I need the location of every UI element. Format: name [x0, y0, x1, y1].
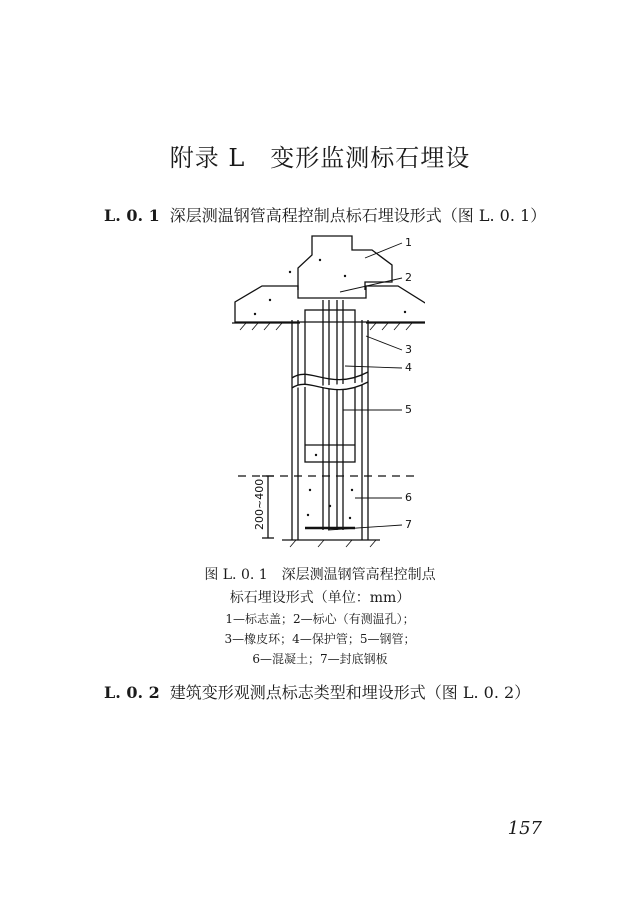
page-number: 157 [507, 818, 542, 839]
section-number: L. 0. 1 [104, 206, 160, 225]
callout-7: 7 [405, 518, 412, 531]
lid-shape [298, 236, 392, 290]
section-l-0-1 [104, 203, 546, 226]
section-number: L. 0. 2 [104, 683, 160, 702]
section-text: 建筑变形观测点标志类型和埋设形式（图 L. 0. 2） [169, 683, 531, 702]
page-title: 附录 L 变形监测标石埋设 [169, 144, 471, 172]
callout-4: 4 [405, 361, 412, 374]
callout-5: 5 [405, 403, 412, 416]
callout-6: 6 [405, 491, 412, 504]
figure-legend-line3: 6—混凝土；7—封底钢板 [252, 652, 388, 666]
figure-caption-line1: 图 L. 0. 1 深层测温钢管高程控制点 [204, 567, 436, 583]
dimension-label: 200~400 [253, 478, 266, 530]
figure-caption-line2: 标石埋设形式（单位：mm） [229, 590, 411, 606]
figure-legend-line2: 3—橡皮环；4—保护管；5—钢管； [224, 632, 416, 646]
callout-2: 2 [405, 271, 412, 284]
section-l-0-2 [104, 680, 530, 703]
figure-legend-line1: 1—标志盖；2—标心（有测温孔）； [225, 612, 415, 626]
ground-hatch [240, 323, 412, 330]
section-text: 深层测温钢管高程控制点标石埋设形式（图 L. 0. 1） [169, 206, 547, 225]
benchmark-diagram [225, 228, 425, 553]
callout-labels [253, 236, 412, 531]
callout-3: 3 [405, 343, 412, 356]
callout-1: 1 [405, 236, 412, 249]
base-block [235, 286, 425, 322]
